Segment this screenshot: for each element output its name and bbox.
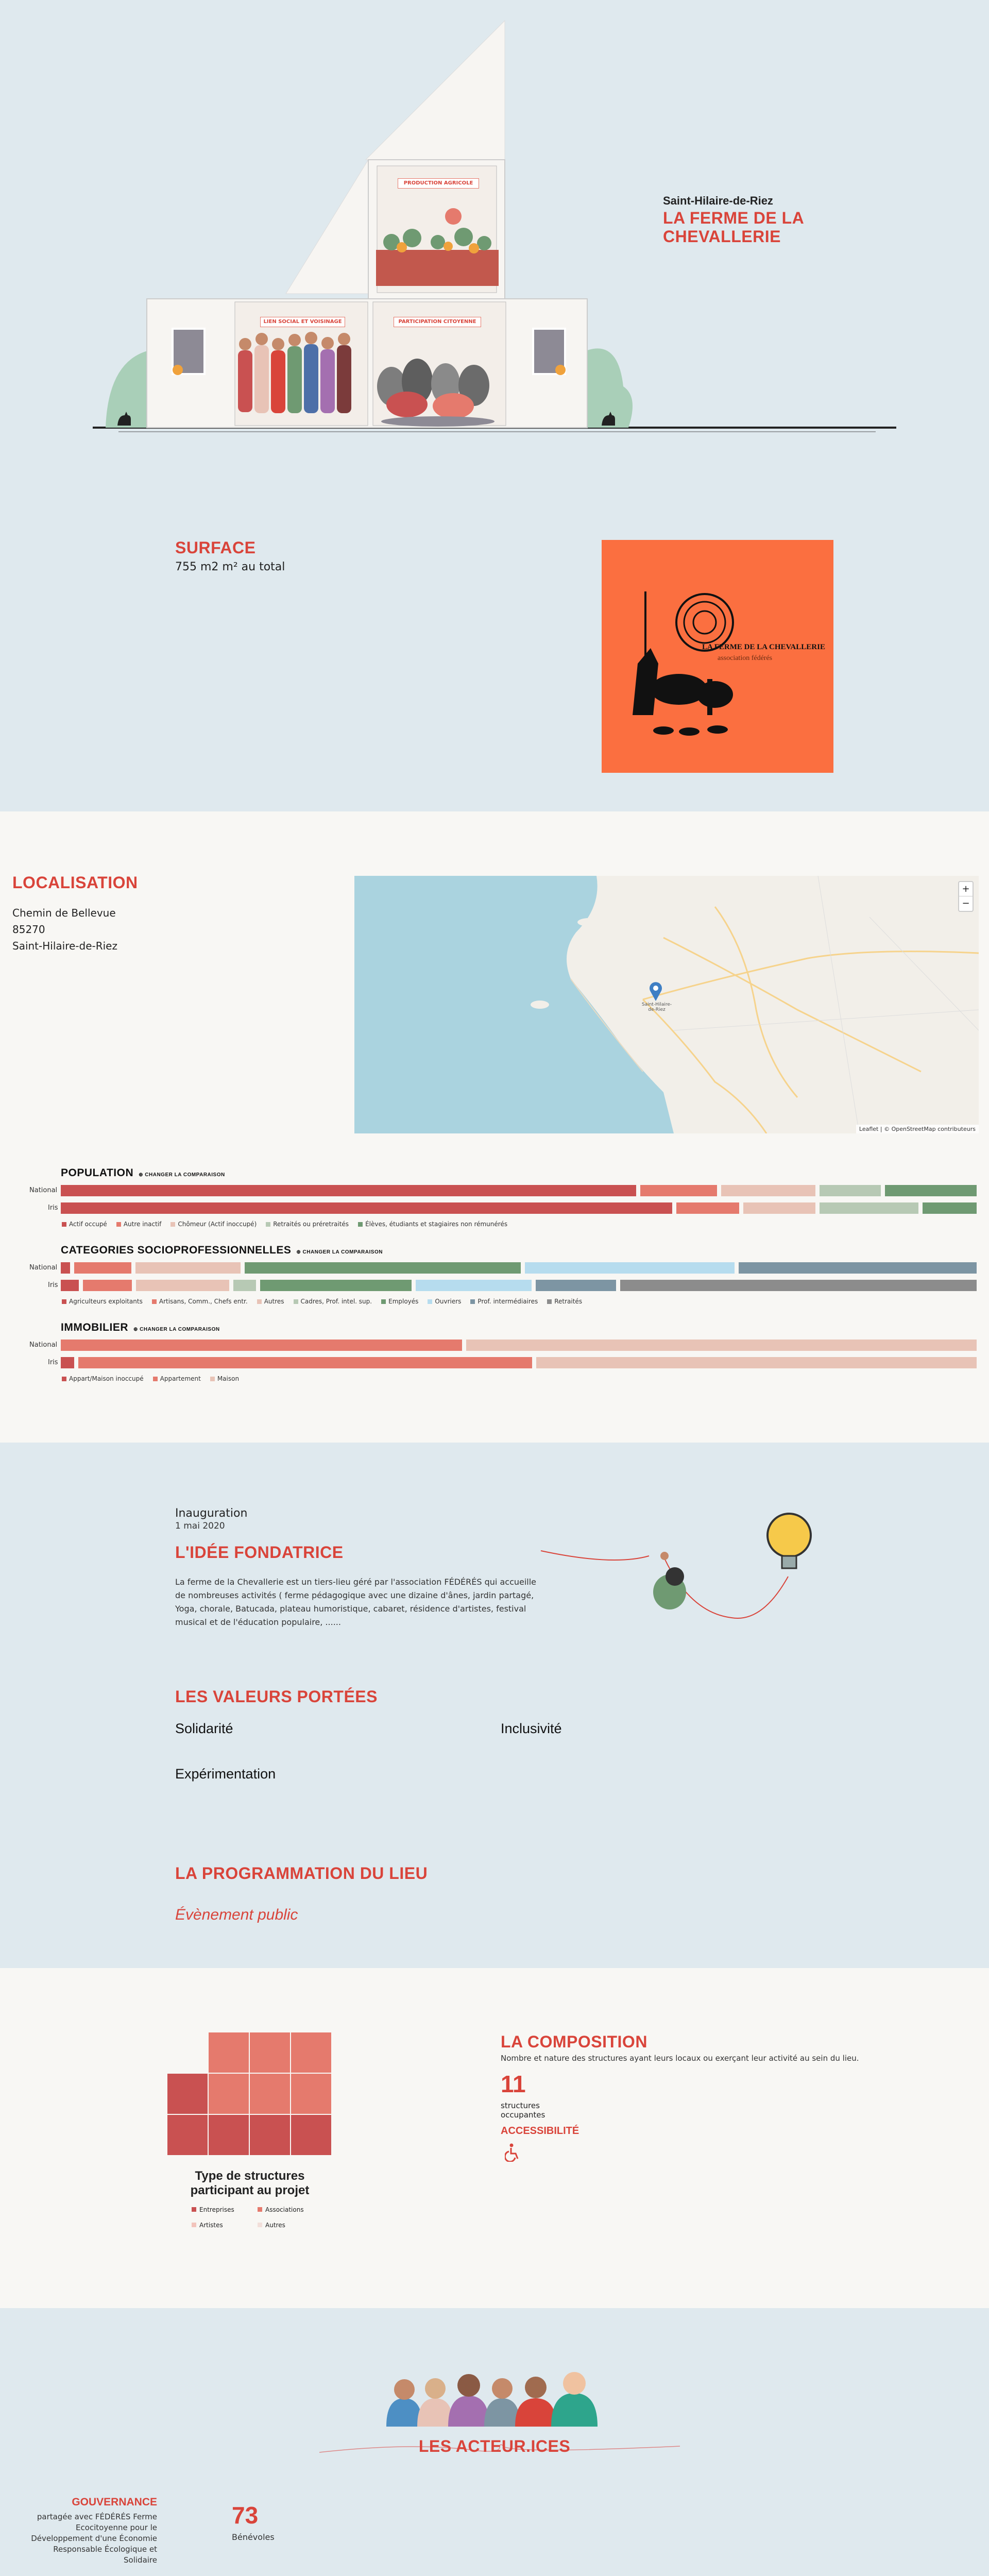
legend-item [153, 1375, 201, 1382]
count-label: occupantes [501, 2110, 545, 2120]
structure-cell [209, 2032, 249, 2073]
structure-grid [167, 2032, 332, 2156]
legend-swatch [192, 2207, 196, 2212]
legend-item: Autres [258, 2222, 285, 2229]
legend-swatch [294, 1299, 298, 1304]
governance-line: Développement d'une Économie [31, 2534, 157, 2543]
bar-segment[interactable] [61, 1340, 462, 1351]
legend-label: Chômeur (Actif inoccupé) [178, 1221, 257, 1228]
legend-item [62, 1221, 107, 1228]
bar-segment[interactable] [923, 1202, 977, 1214]
panel-label-production: PRODUCTION AGRICOLE [398, 178, 479, 189]
bar-segment[interactable] [820, 1202, 918, 1214]
legend-item [257, 1298, 284, 1305]
bar-segment[interactable] [466, 1340, 977, 1351]
structure-count: 11 [501, 2071, 526, 2097]
structure-cell [209, 2074, 249, 2114]
bar-national [61, 1185, 977, 1196]
legend [62, 1221, 507, 1228]
zoom-in-button[interactable]: + [959, 882, 973, 896]
address-line1: Chemin de Bellevue [12, 907, 116, 919]
chart-title: CATEGORIES SOCIOPROFESSIONNELLES ⊕ CHANGER LA COMPARAISON [61, 1244, 383, 1256]
bar-segment[interactable] [885, 1185, 977, 1196]
hero-illustration [0, 0, 989, 505]
legend-item [62, 1375, 144, 1382]
legend-swatch [428, 1299, 432, 1304]
row-label: National [29, 1187, 58, 1194]
bar-segment[interactable] [74, 1262, 131, 1274]
volunteers-count: 73 [232, 2502, 259, 2529]
legend-label: Appart/Maison inoccupé [69, 1375, 144, 1382]
legend-swatch [258, 2223, 262, 2227]
chart-csp [0, 1244, 989, 1311]
structure-cell [291, 2115, 331, 2155]
panel-label-lien-social: LIEN SOCIAL ET VOISINAGE [260, 317, 345, 327]
change-comparison-link[interactable]: ⊕ CHANGER LA COMPARAISON [133, 1327, 220, 1332]
legend-label: Artisans, Comm., Chefs entr. [159, 1298, 248, 1305]
logo-text: LA FERME DE LA CHEVALLERIE [702, 643, 825, 651]
programmation-item: Évènement public [175, 1906, 298, 1923]
actors-illustration [381, 2370, 613, 2427]
bar-segment[interactable] [739, 1262, 977, 1274]
legend-item: Associations [258, 2206, 304, 2213]
bar-segment[interactable] [233, 1280, 255, 1291]
bar-segment[interactable] [83, 1280, 132, 1291]
legend-item [170, 1221, 257, 1228]
panel-label-participation: PARTICIPATION CITOYENNE [394, 317, 481, 327]
change-comparison-link[interactable]: ⊕ CHANGER LA COMPARAISON [139, 1172, 225, 1178]
change-comparison-link[interactable]: ⊕ CHANGER LA COMPARAISON [296, 1249, 383, 1255]
legend-label: Prof. intermédiaires [478, 1298, 538, 1305]
address-line3: Saint-Hilaire-de-Riez [12, 940, 117, 952]
bar-segment[interactable] [676, 1202, 739, 1214]
row-label: Iris [48, 1204, 58, 1212]
bar-segment[interactable] [61, 1202, 672, 1214]
structure-cell [250, 2074, 290, 2114]
legend-item [470, 1298, 538, 1305]
accessibility-title: ACCESSIBILITÉ [501, 2125, 579, 2137]
legend-item [266, 1221, 349, 1228]
place-logo [602, 540, 833, 773]
lightbulb-illustration [536, 1499, 824, 1633]
bar-segment[interactable] [525, 1262, 735, 1274]
structure-cell [250, 2032, 290, 2073]
governance-title: GOUVERNANCE [72, 2496, 157, 2508]
map-marker-icon[interactable] [649, 981, 662, 1001]
legend-item [428, 1298, 461, 1305]
map-zoom-control [958, 881, 974, 912]
structure-cell [291, 2032, 331, 2073]
legend-label: Appartement [160, 1375, 201, 1382]
bar-segment[interactable] [78, 1357, 532, 1368]
legend-swatch [358, 1222, 363, 1227]
governance-text [0, 2512, 157, 2566]
bar-iris [61, 1280, 977, 1291]
chart-title: Type de structures [195, 2169, 305, 2183]
governance-line: Responsable Écologique et [53, 2545, 157, 2554]
logo-subtext: association fédérés [718, 654, 773, 662]
inauguration-date: 1 mai 2020 [175, 1521, 225, 1531]
zoom-out-button[interactable]: − [962, 898, 970, 909]
legend-label: Cadres, Prof. intel. sup. [300, 1298, 372, 1305]
chart-title: IMMOBILIER ⊕ CHANGER LA COMPARAISON [61, 1321, 220, 1333]
legend-item [152, 1298, 248, 1305]
bar-segment[interactable] [61, 1185, 636, 1196]
legend-swatch [62, 1299, 66, 1304]
legend-label: Retraités ou préretraités [273, 1221, 349, 1228]
map-attribution[interactable]: Leaflet | © OpenStreetMap contributeurs [856, 1125, 979, 1133]
actors-title: LES ACTEUR.ICES [418, 2437, 571, 2455]
bar-iris [61, 1357, 977, 1368]
legend-swatch [62, 1222, 66, 1227]
legend-swatch [170, 1222, 175, 1227]
structure-cell [209, 2115, 249, 2155]
bar-segment[interactable] [721, 1185, 815, 1196]
legend-label: Maison [217, 1375, 240, 1382]
bar-segment[interactable] [536, 1280, 616, 1291]
bar-segment[interactable] [61, 1357, 74, 1368]
legend-item [358, 1221, 507, 1228]
governance-line: Ecocitoyenne pour le [75, 2523, 157, 2532]
legend-item [62, 1298, 143, 1305]
legend-item [547, 1298, 582, 1305]
chart-immobilier [0, 1321, 989, 1388]
legend-swatch [153, 1377, 158, 1381]
legend-label: Actif occupé [69, 1221, 107, 1228]
legend-swatch [210, 1377, 215, 1381]
map[interactable] [354, 876, 979, 1133]
chart-title: participant au projet [190, 2183, 310, 2197]
bar-national [61, 1340, 977, 1351]
value-item: Inclusivité [501, 1721, 562, 1736]
values-title: LES VALEURS PORTÉES [175, 1687, 378, 1706]
legend-swatch [258, 2207, 262, 2212]
bar-segment[interactable] [820, 1185, 881, 1196]
bar-segment[interactable] [260, 1280, 412, 1291]
map-marker-label: Saint-Hilaire-de-Riez [641, 1002, 672, 1012]
value-item: Solidarité [175, 1721, 233, 1736]
chart-population [0, 1167, 989, 1234]
idea-text: La ferme de la Chevallerie est un tiers-lieu géré par l'association FÉDÉRÉS qui accueille de nombreuses activités ( ferme pédagogique avec une dizaine d'ânes, jardin partagé, Yoga, chorale, Batucada, plateau humoristique, cabaret, résidence d'artistes, festival musical et de l'éducation populaire, ...... [175, 1577, 537, 1627]
legend-item: Artistes [192, 2222, 223, 2229]
city-name: Saint-Hilaire-de-Riez [663, 194, 773, 207]
composition-section [0, 1968, 989, 2308]
legend-swatch [192, 2223, 196, 2227]
value-item: Expérimentation [175, 1766, 276, 1782]
legend-item [381, 1298, 418, 1305]
count-label: structures [501, 2101, 540, 2110]
legend [62, 1375, 239, 1382]
programmation-title: LA PROGRAMMATION DU LIEU [175, 1864, 428, 1883]
legend-label: Retraités [554, 1298, 583, 1305]
surface-value: 755 m2 m² au total [175, 561, 285, 573]
structure-cell [167, 2074, 208, 2114]
legend-item [116, 1221, 162, 1228]
bar-segment[interactable] [620, 1280, 977, 1291]
legend-swatch [62, 1377, 66, 1381]
bar-segment[interactable] [416, 1280, 532, 1291]
legend-item [210, 1375, 239, 1382]
legend-swatch [381, 1299, 386, 1304]
bar-iris [61, 1202, 977, 1214]
wheelchair-icon [505, 2143, 520, 2162]
localisation-title: LOCALISATION [12, 873, 138, 892]
legend-swatch [116, 1222, 121, 1227]
legend-label: Ouvriers [435, 1298, 462, 1305]
bar-segment[interactable] [743, 1202, 815, 1214]
legend-swatch [470, 1299, 475, 1304]
idea-section [0, 1443, 989, 1968]
legend-item: Entreprises [192, 2206, 234, 2213]
composition-title: LA COMPOSITION [501, 2032, 647, 2051]
legend-label: Autre inactif [123, 1221, 162, 1228]
surface-title: SURFACE [175, 538, 256, 557]
bar-segment[interactable] [245, 1262, 521, 1274]
hero-section [0, 0, 989, 662]
place-title-line1: LA FERME DE LA [663, 209, 805, 227]
place-title-line2: CHEVALLERIE [663, 227, 781, 246]
structure-cell [167, 2115, 208, 2155]
legend-label: Autres [264, 1298, 284, 1305]
legend-swatch [266, 1222, 270, 1227]
actors-section [0, 2308, 989, 2576]
row-label: Iris [48, 1281, 58, 1289]
inauguration-label: Inauguration [175, 1507, 248, 1520]
governance-line: partagée avec FÉDÉRÉS Ferme [37, 2512, 157, 2521]
address-line2: 85270 [12, 923, 45, 936]
idea-title: L'IDÉE FONDATRICE [175, 1543, 344, 1562]
localisation-section [0, 811, 989, 1443]
legend-label: Employés [388, 1298, 419, 1305]
legend-label: Agriculteurs exploitants [69, 1298, 143, 1305]
bar-segment[interactable] [640, 1185, 717, 1196]
bar-segment[interactable] [61, 1280, 79, 1291]
structure-cell [291, 2074, 331, 2114]
row-label: Iris [48, 1359, 58, 1366]
legend-swatch [547, 1299, 552, 1304]
bar-national [61, 1262, 977, 1274]
row-label: National [29, 1341, 58, 1349]
composition-subtitle: Nombre et nature des structures ayant leurs locaux ou exerçant leur activité au sein du lieu. [501, 2054, 859, 2063]
structure-cell [250, 2115, 290, 2155]
chart-title: POPULATION ⊕ CHANGER LA COMPARAISON [61, 1167, 225, 1179]
bar-segment[interactable] [136, 1280, 230, 1291]
governance-line: Solidaire [124, 2555, 157, 2565]
volunteers-label: Bénévoles [232, 2532, 275, 2542]
bar-segment[interactable] [536, 1357, 977, 1368]
legend-label: Élèves, étudiants et stagiaires non rémunérés [365, 1221, 508, 1228]
bar-segment[interactable] [135, 1262, 240, 1274]
legend-item [294, 1298, 372, 1305]
bar-segment[interactable] [61, 1262, 70, 1274]
row-label: National [29, 1264, 58, 1272]
legend [62, 1298, 582, 1305]
legend-swatch [257, 1299, 262, 1304]
legend-swatch [152, 1299, 157, 1304]
